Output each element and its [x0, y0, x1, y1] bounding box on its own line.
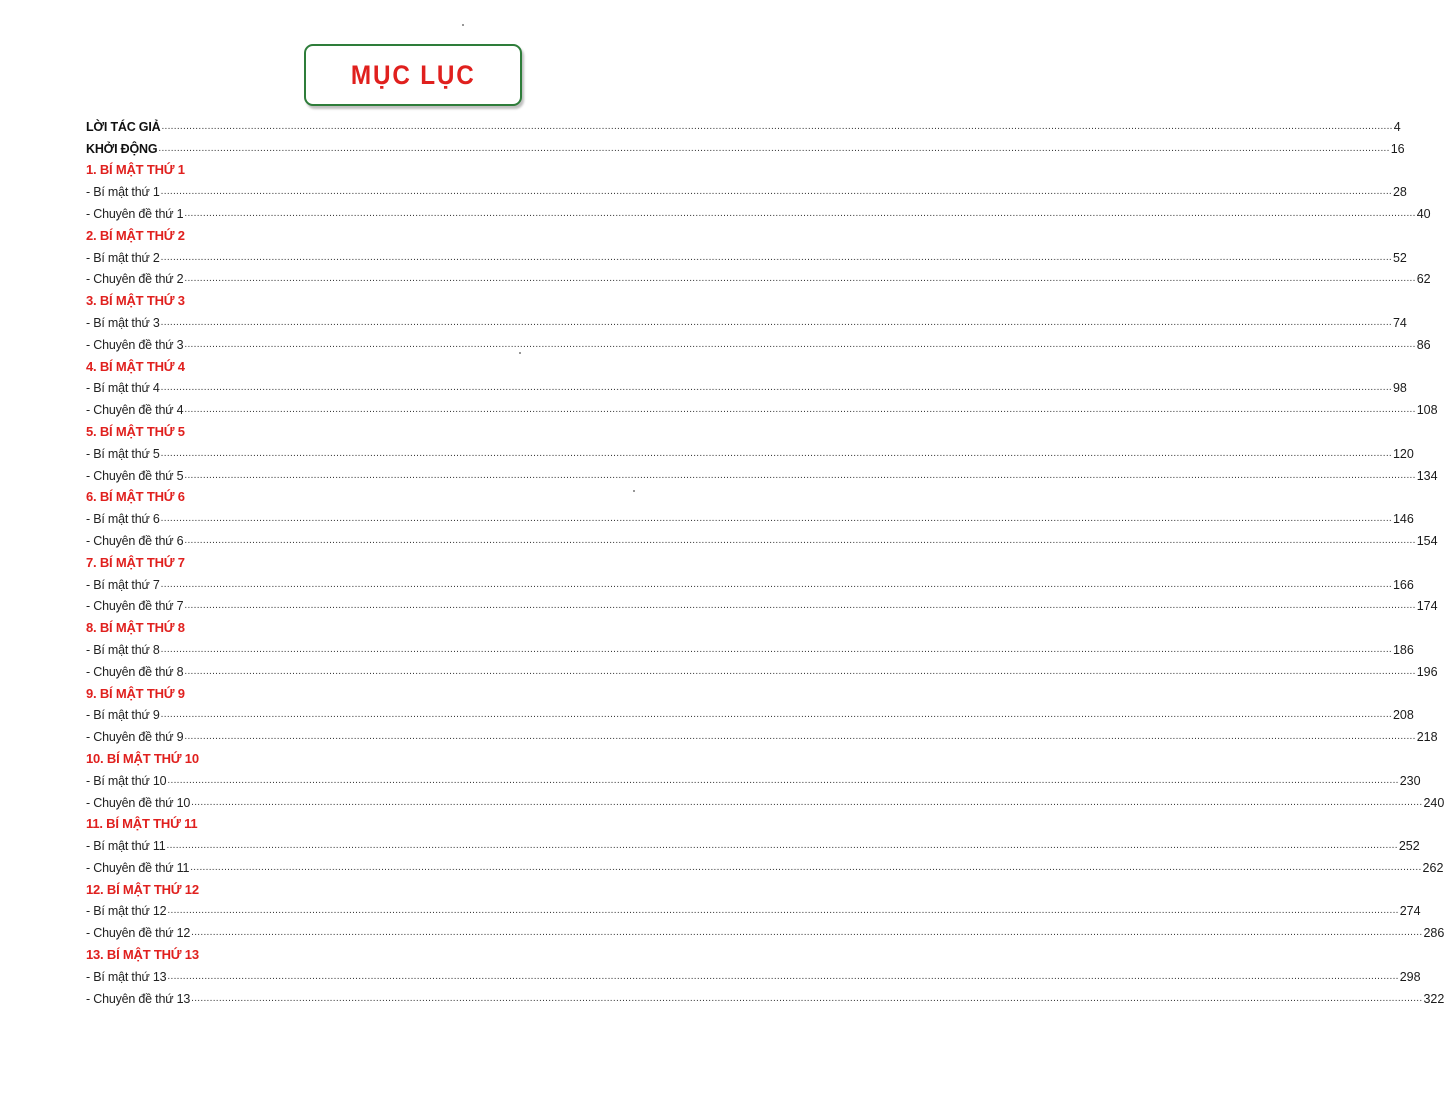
toc-page-number: 154 [1416, 533, 1438, 548]
toc-entry-label: - Bí mật thứ 3 [86, 315, 160, 330]
dot-leader: ................................................................................................................................................................................................................................................................................................................................................................................................................ [160, 186, 1392, 198]
toc-entry [86, 461, 1438, 483]
toc-entry [86, 243, 1407, 265]
toc-entry [86, 918, 1445, 941]
toc-entry-label: - Chuyên đề thứ 10 [86, 795, 191, 810]
section-heading [86, 875, 728, 897]
toc-entry-label: - Chuyên đề thứ 8 [86, 664, 184, 679]
toc-page-number: 98 [1392, 381, 1407, 396]
toc-entry-label: - Bí mật thứ 2 [86, 250, 160, 265]
section-heading-label: 10. BÍ MẬT THỨ 10 [86, 750, 199, 766]
section-heading [86, 744, 728, 766]
section-heading-label: 5. BÍ MẬT THỨ 5 [86, 423, 185, 439]
dot-leader: ................................................................................................................................................................................................................................................................................................................................................................................................................ [160, 251, 1392, 263]
toc-entry [86, 766, 1421, 788]
toc-entry-label: - Chuyên đề thứ 11 [86, 860, 190, 875]
toc-entry-label: - Chuyên đề thứ 5 [86, 468, 184, 483]
toc-page-number: 4 [1393, 119, 1401, 134]
section-heading-label: 13. BÍ MẬT THỨ 13 [86, 947, 199, 963]
toc-entry-label: - Chuyên đề thứ 2 [86, 272, 184, 287]
section-heading [86, 286, 728, 308]
toc-entry [86, 701, 1414, 723]
dot-leader: ................................................................................................................................................................................................................................................................................................................................................................................................................ [184, 207, 1416, 219]
dot-leader: ................................................................................................................................................................................................................................................................................................................................................................................................................ [167, 905, 1399, 917]
toc-entry [86, 831, 1420, 854]
section-heading-label: 8. BÍ MẬT THỨ 8 [86, 620, 185, 636]
dot-leader: ................................................................................................................................................................................................................................................................................................................................................................................................................ [184, 273, 1416, 285]
dot-leader: ................................................................................................................................................................................................................................................................................................................................................................................................................ [160, 709, 1392, 721]
toc-entry [86, 199, 1431, 221]
dot-leader: ................................................................................................................................................................................................................................................................................................................................................................................................................ [190, 861, 1422, 873]
toc-page-number: 240 [1423, 795, 1445, 810]
toc-entry-label: - Bí mật thứ 13 [86, 969, 167, 984]
toc-page-number: 262 [1422, 860, 1444, 875]
toc-entry-label: - Bí mật thứ 7 [86, 577, 160, 592]
toc-page-number: 166 [1392, 577, 1414, 592]
toc-page-number: 52 [1392, 250, 1407, 265]
toc-entry-label: - Chuyên đề thứ 13 [86, 991, 191, 1006]
table-of-contents [86, 112, 1445, 1006]
section-heading [86, 417, 728, 439]
toc-entry [86, 439, 1414, 461]
toc-entry [86, 570, 1414, 592]
toc-page-number: 86 [1416, 337, 1431, 352]
toc-entry [86, 962, 1421, 984]
toc-entry-label: KHỞI ĐỘNG [86, 141, 158, 156]
section-heading [86, 156, 728, 178]
toc-entry-label: - Chuyên đề thứ 6 [86, 533, 184, 548]
toc-entry-label: - Chuyên đề thứ 12 [86, 926, 191, 941]
toc-entry [86, 635, 1414, 657]
dot-leader: ................................................................................................................................................................................................................................................................................................................................................................................................................ [160, 382, 1392, 394]
section-heading-label: 2. BÍ MẬT THỨ 2 [86, 227, 185, 243]
toc-entry [86, 134, 1405, 156]
section-heading-label: 1. BÍ MẬT THỨ 1 [86, 162, 185, 178]
toc-entry [86, 984, 1445, 1006]
dot-leader: ................................................................................................................................................................................................................................................................................................................................................................................................................ [184, 600, 1416, 612]
section-heading-label: 7. BÍ MẬT THỨ 7 [86, 554, 185, 570]
toc-entry-label: LỜI TÁC GIẢ [86, 119, 161, 134]
toc-page-number: 298 [1399, 969, 1421, 984]
section-heading [86, 483, 728, 505]
toc-page-number: 74 [1392, 315, 1407, 330]
toc-page-number: 286 [1423, 926, 1445, 941]
toc-entry [86, 395, 1438, 418]
dot-leader: ................................................................................................................................................................................................................................................................................................................................................................................................................ [184, 469, 1416, 481]
toc-page-number: 230 [1399, 773, 1421, 788]
dot-leader: ................................................................................................................................................................................................................................................................................................................................................................................................................ [166, 840, 1398, 852]
scan-speck [519, 352, 521, 354]
dot-leader: ................................................................................................................................................................................................................................................................................................................................................................................................................ [160, 447, 1392, 459]
toc-entry [86, 265, 1431, 287]
toc-entry-label: - Bí mật thứ 11 [86, 839, 166, 854]
section-heading-label: 6. BÍ MẬT THỨ 6 [86, 489, 185, 505]
toc-entry-label: - Chuyên đề thứ 7 [86, 599, 184, 614]
section-heading [86, 221, 728, 243]
dot-leader: ................................................................................................................................................................................................................................................................................................................................................................................................................ [160, 643, 1392, 655]
section-heading [86, 352, 728, 374]
toc-entry [86, 504, 1414, 527]
toc-entry [86, 374, 1407, 396]
section-heading [86, 810, 728, 832]
toc-page-number: 252 [1398, 839, 1420, 854]
toc-page-number: 196 [1416, 664, 1438, 679]
toc-entry-label: - Bí mật thứ 8 [86, 642, 160, 657]
toc-entry [86, 722, 1438, 745]
toc-page-number: 274 [1399, 904, 1421, 919]
section-heading-label: 12. BÍ MẬT THỨ 12 [86, 881, 199, 897]
dot-leader: ................................................................................................................................................................................................................................................................................................................................................................................................................ [160, 513, 1392, 525]
dot-leader: ................................................................................................................................................................................................................................................................................................................................................................................................................ [160, 578, 1392, 590]
toc-entry [86, 853, 1444, 875]
toc-entry-label: - Chuyên đề thứ 3 [86, 337, 184, 352]
toc-page-number: 146 [1392, 512, 1414, 527]
title-box [304, 44, 522, 106]
toc-page-number: 218 [1416, 730, 1438, 745]
toc-page-number: 322 [1423, 991, 1445, 1006]
toc-entry [86, 112, 1401, 134]
toc-page-number: 208 [1392, 708, 1414, 723]
dot-leader: ................................................................................................................................................................................................................................................................................................................................................................................................................ [184, 731, 1416, 743]
toc-entry [86, 657, 1438, 679]
section-heading-label: 9. BÍ MẬT THỨ 9 [86, 685, 185, 701]
dot-leader: ................................................................................................................................................................................................................................................................................................................................................................................................................ [160, 316, 1392, 328]
page-title: MỤC LỤC [350, 59, 476, 90]
section-heading [86, 940, 728, 962]
section-heading-label: 3. BÍ MẬT THỨ 3 [86, 293, 185, 309]
toc-entry-label: - Bí mật thứ 5 [86, 446, 160, 461]
toc-entry-label: - Chuyên đề thứ 4 [86, 403, 184, 418]
dot-leader: ................................................................................................................................................................................................................................................................................................................................................................................................................ [191, 796, 1423, 808]
toc-entry [86, 592, 1438, 614]
toc-entry [86, 330, 1431, 352]
dot-leader: ................................................................................................................................................................................................................................................................................................................................................................................................................ [158, 142, 1390, 154]
toc-entry [86, 526, 1438, 548]
toc-page-number: 174 [1416, 599, 1438, 614]
dot-leader: ................................................................................................................................................................................................................................................................................................................................................................................................................ [184, 665, 1416, 677]
toc-page-number: 40 [1416, 206, 1431, 221]
toc-entry-label: - Bí mật thứ 4 [86, 381, 160, 396]
dot-leader: ................................................................................................................................................................................................................................................................................................................................................................................................................ [184, 404, 1416, 416]
scan-speck [462, 24, 464, 26]
toc-entry-label: - Bí mật thứ 12 [86, 904, 167, 919]
section-heading-label: 11. BÍ MẬT THỨ 11 [86, 816, 198, 832]
toc-entry-label: - Bí mật thứ 9 [86, 708, 160, 723]
section-heading [86, 548, 728, 570]
scan-speck [633, 490, 635, 492]
toc-entry [86, 897, 1421, 919]
toc-page-number: 134 [1416, 468, 1438, 483]
dot-leader: ................................................................................................................................................................................................................................................................................................................................................................................................................ [167, 970, 1399, 982]
toc-entry-label: - Chuyên đề thứ 1 [86, 206, 184, 221]
dot-leader: ................................................................................................................................................................................................................................................................................................................................................................................................................ [191, 927, 1423, 939]
toc-page-number: 62 [1416, 272, 1431, 287]
toc-page-number: 108 [1416, 403, 1438, 418]
section-heading-label: 4. BÍ MẬT THỨ 4 [86, 358, 185, 374]
toc-page-number: 16 [1390, 141, 1405, 156]
toc-page-number: 28 [1392, 185, 1407, 200]
toc-entry [86, 177, 1407, 200]
toc-entry [86, 788, 1445, 810]
toc-entry-label: - Bí mật thứ 1 [86, 185, 160, 200]
dot-leader: ................................................................................................................................................................................................................................................................................................................................................................................................................ [184, 338, 1416, 350]
dot-leader: ................................................................................................................................................................................................................................................................................................................................................................................................................ [161, 120, 1393, 132]
toc-page-number: 120 [1392, 446, 1414, 461]
dot-leader: ................................................................................................................................................................................................................................................................................................................................................................................................................ [191, 992, 1423, 1004]
toc-entry-label: - Bí mật thứ 10 [86, 773, 167, 788]
toc-entry-label: - Bí mật thứ 6 [86, 512, 160, 527]
toc-page-number: 186 [1392, 642, 1414, 657]
toc-entry-label: - Chuyên đề thứ 9 [86, 730, 184, 745]
section-heading [86, 679, 728, 701]
dot-leader: ................................................................................................................................................................................................................................................................................................................................................................................................................ [184, 534, 1416, 546]
toc-entry [86, 308, 1407, 330]
dot-leader: ................................................................................................................................................................................................................................................................................................................................................................................................................ [167, 774, 1399, 786]
section-heading [86, 613, 728, 635]
